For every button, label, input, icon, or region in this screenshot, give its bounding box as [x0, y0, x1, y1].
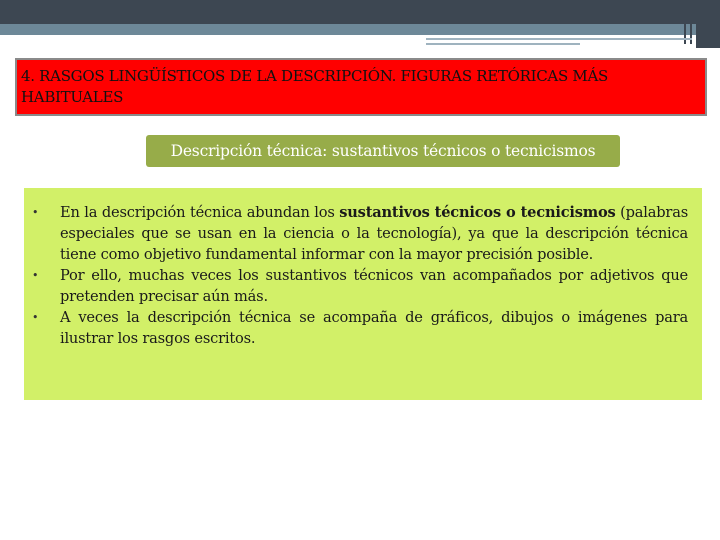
bullet-item: [32, 265, 688, 307]
bullet-icon: •: [32, 269, 39, 282]
bullet-text: [60, 202, 688, 265]
bullet-text: A veces la descripción técnica se acompaña de gráficos, dibujos o imágenes para ilustrar los rasgos escritos.: [60, 309, 688, 347]
decorative-line: [426, 38, 692, 40]
bullet-item: [32, 202, 688, 265]
decorative-line: [426, 43, 580, 45]
slide-title: 4. RASGOS LINGÜÍSTICOS DE LA DESCRIPCIÓN. FIGURAS RETÓRICAS MÁS HABITUALES: [15, 58, 707, 116]
content-panel: [24, 188, 702, 400]
bullet-icon: •: [32, 206, 39, 219]
bullet-text-part: En la descripción técnica abundan los: [60, 204, 340, 221]
bullet-icon: •: [32, 311, 39, 324]
header-accent-bar: [0, 24, 720, 35]
bullet-text-part: (palabras especiales que se usan en la ciencia o la tecnología), ya que la descripción técnica tiene como objetivo fundamental informar con la mayor precisión posible.: [60, 204, 688, 263]
slide-subtitle: Descripción técnica: sustantivos técnicos o tecnicismos: [146, 135, 620, 167]
corner-decoration: [696, 0, 720, 48]
bullet-text: Por ello, muchas veces los sustantivos técnicos van acompañados por adjetivos que pretenden precisar aún más.: [60, 267, 688, 305]
bullet-item: [32, 307, 688, 349]
bullet-list: [32, 202, 688, 349]
bullet-text-bold: sustantivos técnicos o tecnicismos: [339, 204, 616, 221]
header-bar: [0, 0, 720, 24]
